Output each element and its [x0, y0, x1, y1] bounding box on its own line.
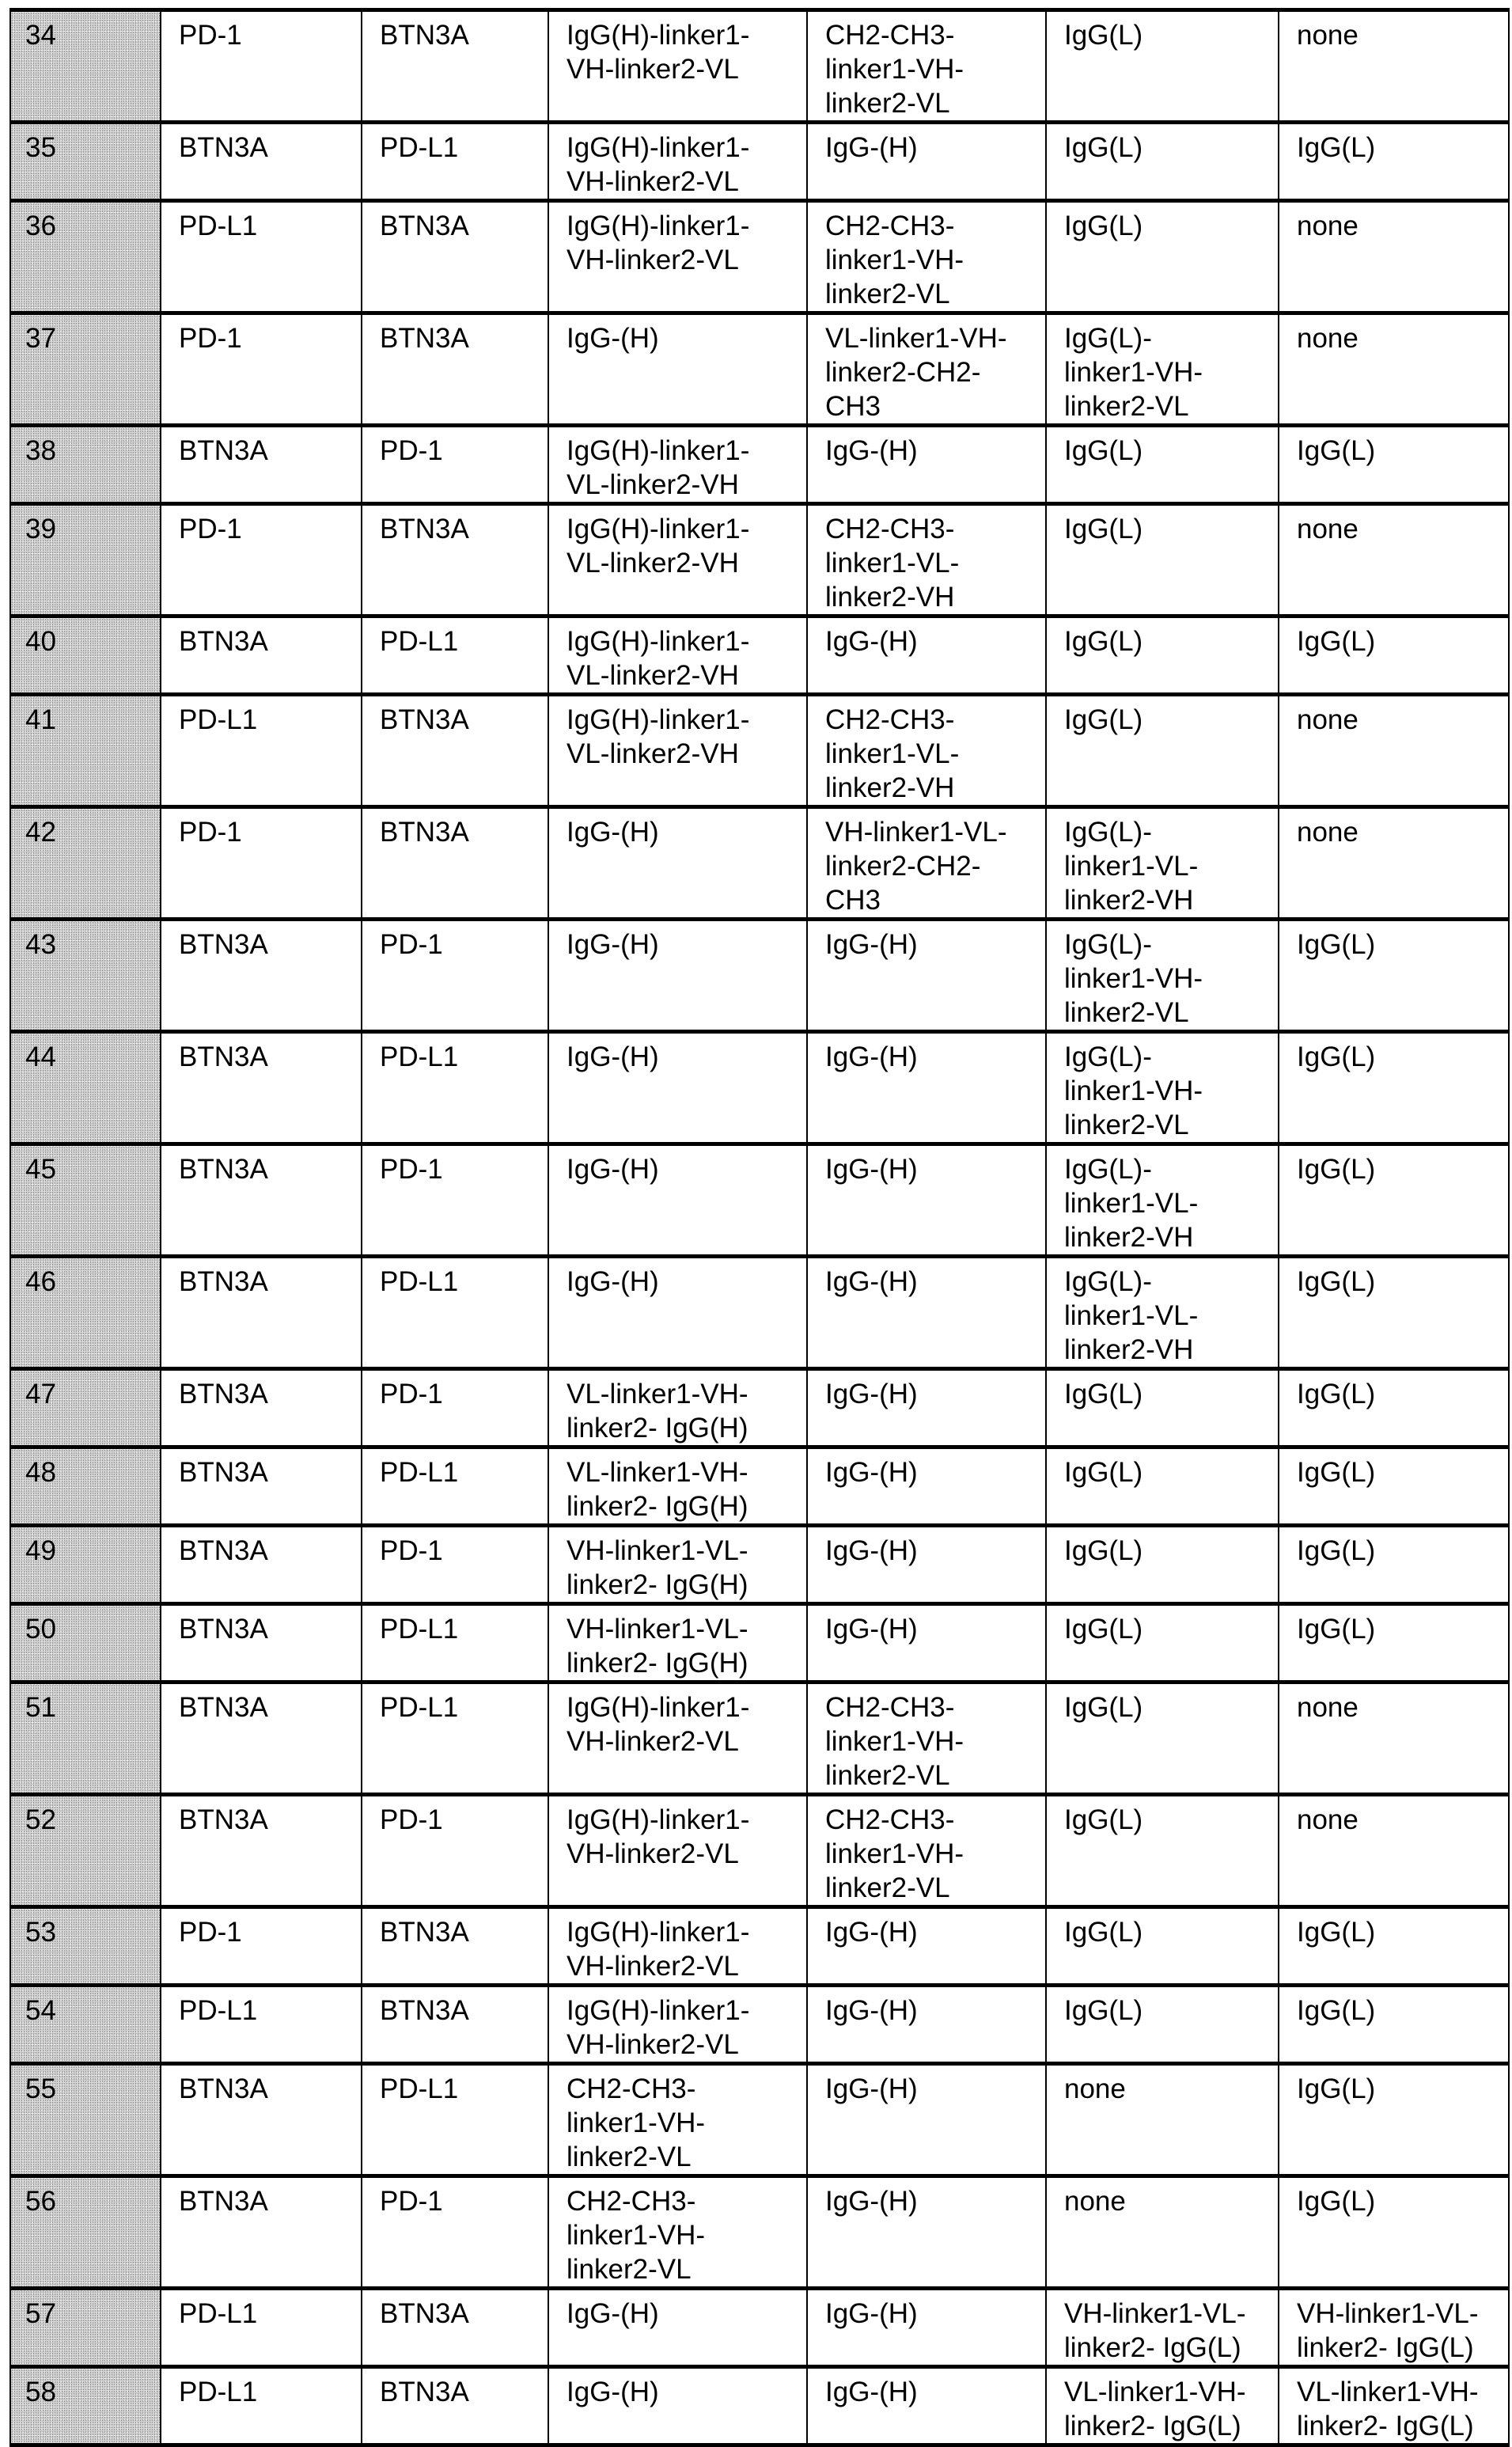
- cell-target-1: BTN3A: [161, 1526, 362, 1604]
- cell-chain-4: IgG(L): [1279, 2064, 1509, 2176]
- cell-target-2: BTN3A: [362, 504, 548, 616]
- cell-chain-1: VH-linker1-VL- linker2- IgG(H): [548, 1604, 807, 1683]
- cell-row-number: 48: [10, 1447, 161, 1526]
- cell-target-2: BTN3A: [362, 313, 548, 426]
- cell-chain-3: IgG(L): [1046, 1526, 1279, 1604]
- cell-chain-4: IgG(L): [1279, 616, 1509, 695]
- cell-chain-3: IgG(L): [1046, 426, 1279, 504]
- cell-chain-4: IgG(L): [1279, 426, 1509, 504]
- cell-chain-1: VL-linker1-VH- linker2- IgG(H): [548, 1447, 807, 1526]
- cell-chain-4: IgG(L): [1279, 1257, 1509, 1369]
- cell-target-1: BTN3A: [161, 1447, 362, 1526]
- table-row: [10, 807, 1509, 920]
- cell-chain-2: IgG-(H): [807, 2064, 1046, 2176]
- cell-chain-2: CH2-CH3- linker1-VH- linker2-VL: [807, 1683, 1046, 1795]
- cell-target-1: BTN3A: [161, 123, 362, 201]
- cell-chain-3: IgG(L)- linker1-VL- linker2-VH: [1046, 1144, 1279, 1257]
- cell-chain-4: none: [1279, 10, 1509, 123]
- cell-chain-2: IgG-(H): [807, 123, 1046, 201]
- cell-target-1: BTN3A: [161, 2064, 362, 2176]
- cell-row-number: 44: [10, 1032, 161, 1144]
- cell-chain-4: none: [1279, 1683, 1509, 1795]
- cell-target-1: BTN3A: [161, 1683, 362, 1795]
- table-row: [10, 1604, 1509, 1683]
- cell-target-1: PD-L1: [161, 695, 362, 807]
- cell-target-1: BTN3A: [161, 1604, 362, 1683]
- cell-chain-1: IgG(H)-linker1- VH-linker2-VL: [548, 1795, 807, 1907]
- cell-row-number: 43: [10, 920, 161, 1032]
- cell-chain-1: VH-linker1-VL- linker2- IgG(H): [548, 1526, 807, 1604]
- cell-chain-2: CH2-CH3- linker1-VH- linker2-VL: [807, 201, 1046, 313]
- table-row: [10, 2367, 1509, 2445]
- table-row: [10, 1907, 1509, 1986]
- cell-chain-4: none: [1279, 695, 1509, 807]
- cell-chain-2: IgG-(H): [807, 1604, 1046, 1683]
- cell-chain-1: IgG-(H): [548, 313, 807, 426]
- cell-chain-4: none: [1279, 807, 1509, 920]
- table-row: [10, 504, 1509, 616]
- cell-target-2: BTN3A: [362, 10, 548, 123]
- cell-chain-1: IgG(H)-linker1- VH-linker2-VL: [548, 123, 807, 201]
- cell-row-number: 45: [10, 1144, 161, 1257]
- cell-chain-3: none: [1046, 2176, 1279, 2289]
- cell-chain-2: IgG-(H): [807, 1257, 1046, 1369]
- table-row: [10, 426, 1509, 504]
- cell-chain-2: IgG-(H): [807, 2367, 1046, 2445]
- cell-chain-3: IgG(L): [1046, 1447, 1279, 1526]
- cell-chain-1: IgG-(H): [548, 1257, 807, 1369]
- cell-target-2: PD-1: [362, 920, 548, 1032]
- cell-row-number: 52: [10, 1795, 161, 1907]
- table-row: [10, 2064, 1509, 2176]
- cell-target-2: PD-1: [362, 426, 548, 504]
- cell-chain-2: IgG-(H): [807, 1986, 1046, 2064]
- cell-chain-3: IgG(L): [1046, 123, 1279, 201]
- cell-chain-4: IgG(L): [1279, 123, 1509, 201]
- cell-chain-2: IgG-(H): [807, 2289, 1046, 2367]
- cell-target-1: PD-1: [161, 1907, 362, 1986]
- cell-row-number: 41: [10, 695, 161, 807]
- table-row: [10, 2289, 1509, 2367]
- cell-target-1: PD-1: [161, 313, 362, 426]
- cell-chain-3: IgG(L): [1046, 504, 1279, 616]
- cell-target-2: PD-L1: [362, 1683, 548, 1795]
- cell-chain-2: IgG-(H): [807, 2176, 1046, 2289]
- cell-chain-1: IgG(H)-linker1- VH-linker2-VL: [548, 201, 807, 313]
- cell-chain-3: IgG(L): [1046, 1986, 1279, 2064]
- table-row: [10, 920, 1509, 1032]
- cell-chain-4: VL-linker1-VH- linker2- IgG(L): [1279, 2367, 1509, 2445]
- table-row: [10, 1257, 1509, 1369]
- cell-target-2: BTN3A: [362, 2289, 548, 2367]
- cell-chain-4: IgG(L): [1279, 1447, 1509, 1526]
- cell-target-2: PD-1: [362, 1795, 548, 1907]
- cell-row-number: 57: [10, 2289, 161, 2367]
- cell-target-1: BTN3A: [161, 1257, 362, 1369]
- cell-chain-1: VL-linker1-VH- linker2- IgG(H): [548, 1369, 807, 1447]
- cell-row-number: 47: [10, 1369, 161, 1447]
- cell-chain-2: CH2-CH3- linker1-VH- linker2-VL: [807, 10, 1046, 123]
- table-body: [10, 10, 1509, 2445]
- cell-chain-1: CH2-CH3- linker1-VH- linker2-VL: [548, 2176, 807, 2289]
- cell-chain-3: IgG(L)- linker1-VL- linker2-VH: [1046, 1257, 1279, 1369]
- cell-chain-2: IgG-(H): [807, 1032, 1046, 1144]
- cell-target-1: BTN3A: [161, 1032, 362, 1144]
- table-row: [10, 201, 1509, 313]
- cell-chain-3: IgG(L): [1046, 1907, 1279, 1986]
- table-row: [10, 1795, 1509, 1907]
- cell-chain-1: IgG-(H): [548, 807, 807, 920]
- cell-chain-2: IgG-(H): [807, 920, 1046, 1032]
- cell-chain-3: IgG(L)- linker1-VH- linker2-VL: [1046, 1032, 1279, 1144]
- cell-target-2: BTN3A: [362, 1986, 548, 2064]
- cell-target-2: BTN3A: [362, 2367, 548, 2445]
- cell-chain-3: IgG(L)- linker1-VL- linker2-VH: [1046, 807, 1279, 920]
- cell-target-1: PD-1: [161, 504, 362, 616]
- cell-chain-4: IgG(L): [1279, 1986, 1509, 2064]
- cell-chain-2: CH2-CH3- linker1-VL- linker2-VH: [807, 695, 1046, 807]
- cell-target-1: PD-L1: [161, 2367, 362, 2445]
- cell-row-number: 38: [10, 426, 161, 504]
- cell-chain-4: IgG(L): [1279, 1369, 1509, 1447]
- cell-chain-3: IgG(L): [1046, 10, 1279, 123]
- cell-row-number: 39: [10, 504, 161, 616]
- cell-target-1: PD-1: [161, 10, 362, 123]
- cell-chain-2: CH2-CH3- linker1-VH- linker2-VL: [807, 1795, 1046, 1907]
- cell-row-number: 54: [10, 1986, 161, 2064]
- cell-row-number: 46: [10, 1257, 161, 1369]
- cell-row-number: 37: [10, 313, 161, 426]
- cell-row-number: 40: [10, 616, 161, 695]
- cell-chain-1: IgG-(H): [548, 2289, 807, 2367]
- cell-target-1: BTN3A: [161, 2176, 362, 2289]
- cell-row-number: 53: [10, 1907, 161, 1986]
- cell-target-2: PD-1: [362, 1144, 548, 1257]
- table-row: [10, 1526, 1509, 1604]
- cell-chain-2: IgG-(H): [807, 1369, 1046, 1447]
- cell-chain-3: IgG(L): [1046, 616, 1279, 695]
- cell-chain-1: IgG-(H): [548, 2367, 807, 2445]
- cell-chain-2: VH-linker1-VL- linker2-CH2- CH3: [807, 807, 1046, 920]
- cell-target-2: BTN3A: [362, 201, 548, 313]
- table-row: [10, 1144, 1509, 1257]
- cell-target-2: PD-L1: [362, 616, 548, 695]
- cell-target-2: PD-L1: [362, 2064, 548, 2176]
- cell-target-2: PD-1: [362, 1369, 548, 1447]
- cell-row-number: 49: [10, 1526, 161, 1604]
- cell-target-1: BTN3A: [161, 1144, 362, 1257]
- cell-chain-4: none: [1279, 504, 1509, 616]
- cell-chain-4: none: [1279, 313, 1509, 426]
- cell-target-2: PD-L1: [362, 1257, 548, 1369]
- cell-row-number: 51: [10, 1683, 161, 1795]
- cell-chain-1: IgG(H)-linker1- VH-linker2-VL: [548, 1986, 807, 2064]
- cell-row-number: 50: [10, 1604, 161, 1683]
- cell-chain-1: IgG(H)-linker1- VL-linker2-VH: [548, 616, 807, 695]
- cell-row-number: 42: [10, 807, 161, 920]
- cell-chain-4: IgG(L): [1279, 2176, 1509, 2289]
- cell-chain-1: IgG-(H): [548, 920, 807, 1032]
- cell-row-number: 58: [10, 2367, 161, 2445]
- cell-chain-1: IgG-(H): [548, 1144, 807, 1257]
- cell-chain-1: CH2-CH3- linker1-VH- linker2-VL: [548, 2064, 807, 2176]
- cell-chain-1: IgG(H)-linker1- VL-linker2-VH: [548, 426, 807, 504]
- cell-chain-1: IgG(H)-linker1- VL-linker2-VH: [548, 504, 807, 616]
- cell-chain-2: IgG-(H): [807, 426, 1046, 504]
- cell-target-2: BTN3A: [362, 695, 548, 807]
- cell-target-1: BTN3A: [161, 426, 362, 504]
- cell-chain-3: IgG(L)- linker1-VH- linker2-VL: [1046, 313, 1279, 426]
- cell-row-number: 36: [10, 201, 161, 313]
- cell-chain-4: IgG(L): [1279, 1907, 1509, 1986]
- cell-target-2: PD-1: [362, 2176, 548, 2289]
- cell-chain-2: IgG-(H): [807, 1447, 1046, 1526]
- cell-chain-1: IgG(H)-linker1- VH-linker2-VL: [548, 10, 807, 123]
- table-row: [10, 695, 1509, 807]
- table-row: [10, 2176, 1509, 2289]
- cell-target-2: PD-L1: [362, 123, 548, 201]
- cell-target-1: BTN3A: [161, 1369, 362, 1447]
- cell-target-2: BTN3A: [362, 807, 548, 920]
- cell-chain-3: IgG(L): [1046, 1369, 1279, 1447]
- cell-chain-3: IgG(L): [1046, 1683, 1279, 1795]
- cell-chain-3: IgG(L): [1046, 201, 1279, 313]
- table-row: [10, 1032, 1509, 1144]
- table-row: [10, 10, 1509, 123]
- table-row: [10, 1986, 1509, 2064]
- cell-target-1: PD-1: [161, 807, 362, 920]
- cell-row-number: 34: [10, 10, 161, 123]
- table-row: [10, 313, 1509, 426]
- cell-target-2: PD-L1: [362, 1604, 548, 1683]
- cell-chain-3: IgG(L): [1046, 1795, 1279, 1907]
- table-row: [10, 1447, 1509, 1526]
- cell-chain-3: VH-linker1-VL- linker2- IgG(L): [1046, 2289, 1279, 2367]
- cell-target-2: PD-L1: [362, 1032, 548, 1144]
- cell-chain-3: IgG(L): [1046, 1604, 1279, 1683]
- cell-chain-4: IgG(L): [1279, 1144, 1509, 1257]
- cell-chain-2: CH2-CH3- linker1-VL- linker2-VH: [807, 504, 1046, 616]
- cell-chain-4: IgG(L): [1279, 920, 1509, 1032]
- cell-row-number: 35: [10, 123, 161, 201]
- cell-row-number: 55: [10, 2064, 161, 2176]
- cell-target-1: BTN3A: [161, 920, 362, 1032]
- cell-chain-4: IgG(L): [1279, 1032, 1509, 1144]
- cell-target-1: PD-L1: [161, 201, 362, 313]
- cell-target-2: PD-L1: [362, 1447, 548, 1526]
- cell-row-number: 56: [10, 2176, 161, 2289]
- table-row: [10, 123, 1509, 201]
- cell-chain-1: IgG(H)-linker1- VH-linker2-VL: [548, 1683, 807, 1795]
- cell-target-2: BTN3A: [362, 1907, 548, 1986]
- cell-target-1: PD-L1: [161, 1986, 362, 2064]
- cell-target-2: PD-1: [362, 1526, 548, 1604]
- cell-chain-1: IgG-(H): [548, 1032, 807, 1144]
- cell-chain-4: IgG(L): [1279, 1526, 1509, 1604]
- cell-chain-4: VH-linker1-VL- linker2- IgG(L): [1279, 2289, 1509, 2367]
- table-row: [10, 1369, 1509, 1447]
- cell-chain-4: none: [1279, 201, 1509, 313]
- cell-chain-2: IgG-(H): [807, 616, 1046, 695]
- cell-chain-1: IgG(H)-linker1- VL-linker2-VH: [548, 695, 807, 807]
- cell-chain-2: VL-linker1-VH- linker2-CH2- CH3: [807, 313, 1046, 426]
- cell-chain-2: IgG-(H): [807, 1526, 1046, 1604]
- cell-chain-3: none: [1046, 2064, 1279, 2176]
- cell-chain-3: IgG(L)- linker1-VH- linker2-VL: [1046, 920, 1279, 1032]
- cell-chain-3: VL-linker1-VH- linker2- IgG(L): [1046, 2367, 1279, 2445]
- table-row: [10, 1683, 1509, 1795]
- cell-target-1: PD-L1: [161, 2289, 362, 2367]
- cell-target-1: BTN3A: [161, 1795, 362, 1907]
- cell-chain-4: IgG(L): [1279, 1604, 1509, 1683]
- cell-chain-2: IgG-(H): [807, 1144, 1046, 1257]
- cell-target-1: BTN3A: [161, 616, 362, 695]
- cell-chain-1: IgG(H)-linker1- VH-linker2-VL: [548, 1907, 807, 1986]
- cell-chain-4: none: [1279, 1795, 1509, 1907]
- antibody-format-table: [9, 8, 1510, 2447]
- cell-chain-3: IgG(L): [1046, 695, 1279, 807]
- cell-chain-2: IgG-(H): [807, 1907, 1046, 1986]
- table-row: [10, 616, 1509, 695]
